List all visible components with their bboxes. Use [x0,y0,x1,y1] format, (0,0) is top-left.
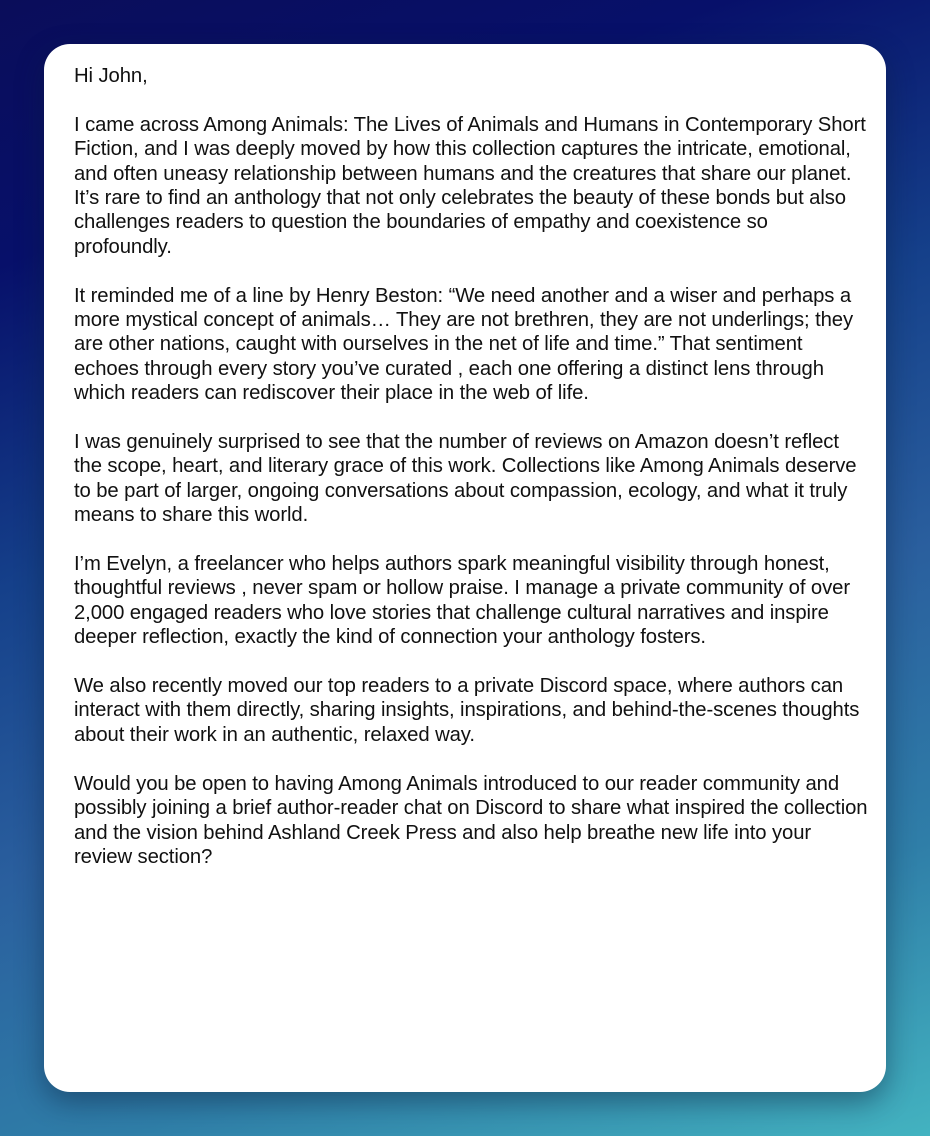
email-paragraph-reviews: I was genuinely surprised to see that the number of reviews on Amazon doesn’t reflect the scope, heart, and literary grace of this work. Collections like Among Animals deserve to be part of larger, ongoing conversations about compassion, ecology, and what it truly means to share this world. [74,431,857,527]
email-paragraph-request: Would you be open to having Among Animals introduced to our reader community and possibly joining a brief author-reader chat on Discord to share what inspired the collection and the vision behind Ashland Creek Press and also help breathe new life into your review section? [74,772,868,868]
email-paragraph-discord: We also recently moved our top readers to a private Discord space, where authors can interact with them directly, sharing insights, inspirations, and behind-the-scenes thoughts about their work in an authentic, relaxed way. [74,675,860,746]
email-body [74,64,870,869]
email-card [44,44,886,1092]
email-paragraph-intro: I came across Among Animals: The Lives of Animals and Humans in Contemporary Short Fiction, and I was deeply moved by how this collection captures the intricate, emotional, and often uneasy relationship between humans and the creatures that share our planet. It’s rare to find an anthology that not only celebrates the beauty of these bonds but also challenges readers to question the boundaries of empathy and coexistence so profoundly. [74,113,866,258]
email-paragraph-introduction: I’m Evelyn, a freelancer who helps authors spark meaningful visibility through honest, thoughtful reviews , never spam or hollow praise. I manage a private community of over 2,000 engaged readers who love stories that challenge cultural narratives and inspire deeper reflection, exactly the kind of connection your anthology fosters. [74,553,850,649]
email-greeting: Hi John, [74,65,148,87]
email-paragraph-quote: It reminded me of a line by Henry Beston: “We need another and a wiser and perhaps a more mystical concept of animals… They are not brethren, they are not underlings; they are other nations, caught with ourselves in the net of life and time.” That sentiment echoes through every story you’ve curated , each one offering a distinct lens through which readers can rediscover their place in the web of life. [74,284,854,405]
